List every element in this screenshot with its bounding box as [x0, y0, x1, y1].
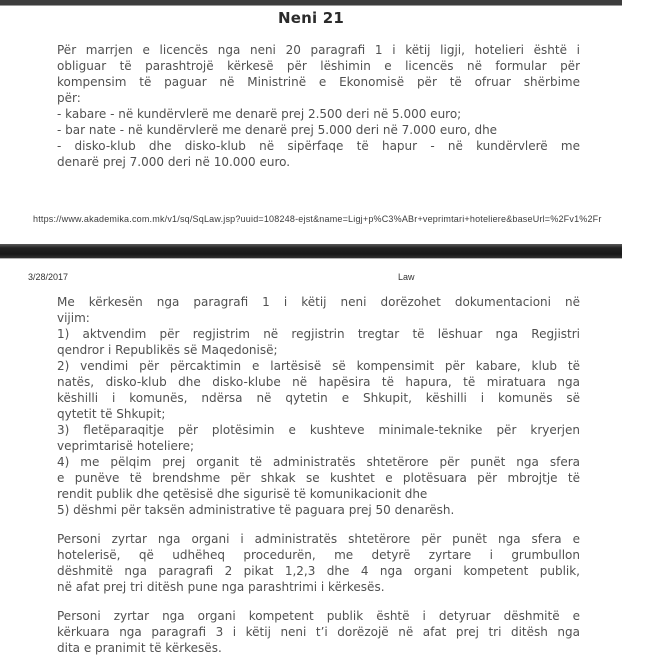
paragraph-official-duty — [57, 531, 580, 595]
text-line: natës, disko-klub dhe disko-klube në hapësira të hapura, të miratuara nga — [57, 375, 580, 389]
text-line: - bar nate - në kundërvlerë me denarë prej 5.000 deri në 7.000 euro, dhe — [57, 123, 498, 137]
page-separator — [0, 244, 622, 259]
text-line: - disko-klub dhe disko-klub në sipërfaqe të hapur - në kundërvlerë me — [57, 139, 580, 153]
text-line: kompensim të paguar në Ministrinë e Ekonomisë për të ofruar shërbime — [57, 75, 580, 89]
page-header-title: Law — [398, 272, 415, 282]
text-line: kërkuara nga paragrafi 3 i këtij neni t’i dorëzojë në afat prej tri ditësh nga — [57, 625, 580, 639]
article-heading: Neni 21 — [277, 9, 345, 27]
page-separator-top — [0, 0, 622, 6]
text-line: 2) vendimi për përcaktimin e lartësisë së kompensimit për kabare, klub të — [57, 359, 580, 373]
text-line: për: — [57, 91, 81, 105]
page-header-date: 3/28/2017 — [28, 272, 69, 282]
text-line: 5) dëshmi për taksën administrative të paguara prej 50 denarësh. — [57, 503, 455, 517]
text-line: qendror i Republikës së Maqedonisë; — [57, 343, 278, 357]
text-line: e punëve të brendshme për shkak se kushtet e plotësuara për mbrojtje të — [57, 471, 580, 485]
text-line: rendit publik dhe qetësisë dhe sigurisë të komunikacionit dhe — [57, 487, 428, 501]
text-line: obliguar të parashtrojë kërkesë për lëshimin e licencës në formular për — [57, 59, 580, 73]
text-line: 3) fletëparaqitje për plotësimin e kushteve minimale-teknike për kryerjen — [57, 423, 580, 437]
paragraph-documentation-list — [57, 294, 580, 518]
page2-body — [57, 294, 580, 656]
text-line: vijim: — [57, 311, 90, 325]
text-line: qytetit të Shkupit; — [57, 407, 166, 421]
text-line: 1) aktvendim për regjistrim në regjistrin tregtar të lëshuar nga Regjistri — [57, 327, 580, 341]
paragraph-public-body-duty — [57, 608, 580, 656]
text-line: këshilli i komunës, ndërsa në qytetin e Shkupit, këshilli i komunës së — [57, 391, 580, 405]
text-line: dëshmitë nga paragrafi 2 pikat 1,2,3 dhe 4 nga organi kompetent publik, — [57, 564, 580, 578]
text-line: denarë prej 7.000 deri në 10.000 euro. — [57, 155, 291, 169]
text-line: hotelerisë, që udhëheq procedurën, me detyrë zyrtare i grumbullon — [57, 548, 580, 562]
text-line: Për marrjen e licencës nga neni 20 paragrafi 1 i këtij ligji, hotelieri është i — [57, 43, 580, 57]
text-line: Personi zyrtar nga organi i administratës shtetërore për punët nga sfera e — [57, 532, 580, 546]
footer-url: https://www.akademika.com.mk/v1/sq/SqLaw.jsp?uuid=108248-ejst&name=Ligj+p%C3%ABr+veprimtari+hoteliere&baseUrl=%2Fv1%2Fr — [33, 214, 602, 224]
text-line: Personi zyrtar nga organi kompetent publik është i detyruar dëshmitë e — [57, 609, 580, 623]
page1-body — [57, 42, 580, 170]
text-line: dita e pranimit të kërkesës. — [57, 641, 222, 655]
text-line: në afat prej tri ditësh pune nga parashtrimi i kërkesës. — [57, 580, 385, 594]
text-line: Me kërkesën nga paragrafi 1 i këtij neni dorëzohet dokumentacioni në — [57, 295, 580, 309]
text-line: veprimtarisë hoteliere; — [57, 439, 195, 453]
text-line: 4) me pëlqim prej organit të administratës shtetërore për punët nga sfera — [57, 455, 580, 469]
text-line: - kabare - në kundërvlerë me denarë prej 2.500 deri në 5.000 euro; — [57, 107, 462, 121]
